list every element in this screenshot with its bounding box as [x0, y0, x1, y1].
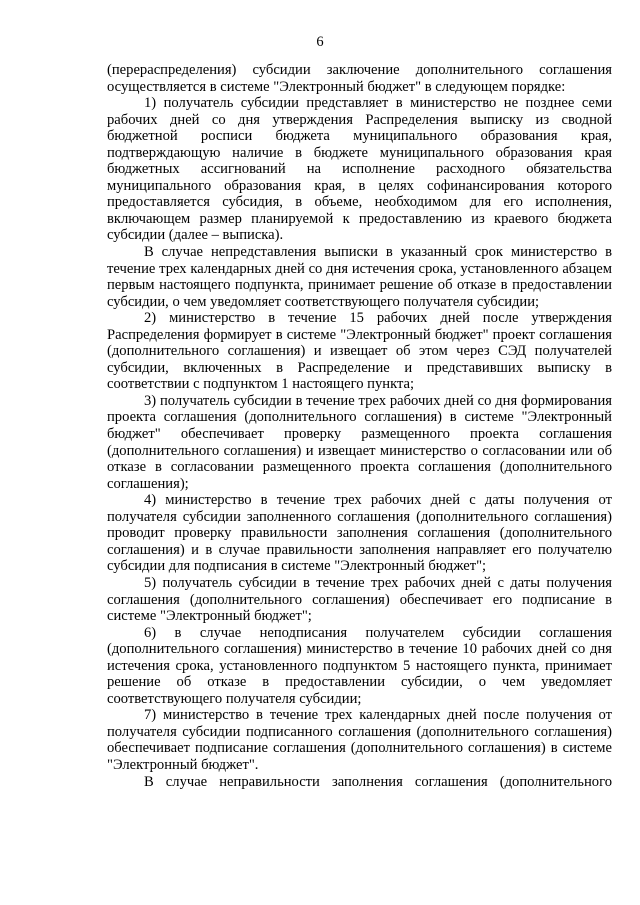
paragraph: 5) получатель субсидии в течение трех рабочих дней с даты получения соглашения (дополнительного соглашения) обеспечивает его подписание в системе "Электронный бюджет"; [107, 574, 612, 625]
paragraph: 6) в случае неподписания получателем субсидии соглашения (дополнительного соглашения) министерство в течение 10 рабочих дней со дня истечения срока, установленного подпунктом 5 настоящего пункта, принимает решение об отказе в предоставлении субсидии, о чем уведомляет соответствующего получателя субсидии; [107, 624, 612, 707]
page-number: 6 [316, 34, 324, 50]
paragraph: В случае непредставления выписки в указанный срок министерство в течение трех календарных дней со дня истечения срока, установленного абзацем первым настоящего подпункта, принимает решение об отказе в предоставлении субсидии, о чем уведомляет соответствующего получателя субсидии; [107, 244, 612, 310]
paragraph: (перераспределения) субсидии заключение дополнительного соглашения осуществляется в системе "Электронный бюджет" в следующем порядке: [107, 62, 612, 95]
paragraph: В случае неправильности заполнения соглашения (дополнительного [144, 773, 612, 790]
paragraph: 3) получатель субсидии в течение трех рабочих дней со дня формирования проекта соглашения (дополнительного соглашения) в системе "Электронный бюджет" обеспечивает проверку размещенного проекта соглашения (дополнительного соглашения) и извещает министерство о согласовании или об отказе в согласовании размещенного проекта соглашения (дополнительного соглашения); [107, 392, 612, 492]
paragraph: 7) министерство в течение трех календарных дней после получения от получателя субсидии подписанного соглашения (дополнительного соглашения) обеспечивает подписание соглашения (дополнительного соглашения) в системе "Электронный бюджет". [107, 707, 612, 773]
paragraph: 1) получатель субсидии представляет в министерство не позднее семи рабочих дней со дня утверждения Распределения выписку из сводной бюджетной росписи бюджета муниципального образования края, подтверждающую наличие в бюджете муниципального образования края бюджетных ассигнований на исполнение расходного обязательства муниципального образования края, в целях софинансирования которого предоставляется субсидия, в объеме, необходимом для его исполнения, включающем размер планируемой к предоставлению из краевого бюджета субсидии (далее – выписка). [107, 95, 612, 244]
paragraph: 2) министерство в течение 15 рабочих дней после утверждения Распределения формирует в системе "Электронный бюджет" проект соглашения (дополнительного соглашения) и извещает об этом через СЭД получателей субсидии, включенных в Распределение и представивших выписку в соответствии с подпунктом 1 настоящего пункта; [107, 310, 612, 393]
paragraph: 4) министерство в течение трех рабочих дней с даты получения от получателя субсидии заполненного соглашения (дополнительного соглашения) проводит проверку правильности заполнения соглашения (дополнительного соглашения) и в случае правильности заполнения направляет его получателю субсидии для подписания в системе "Электронный бюджет"; [107, 492, 612, 575]
document-body [107, 62, 612, 790]
